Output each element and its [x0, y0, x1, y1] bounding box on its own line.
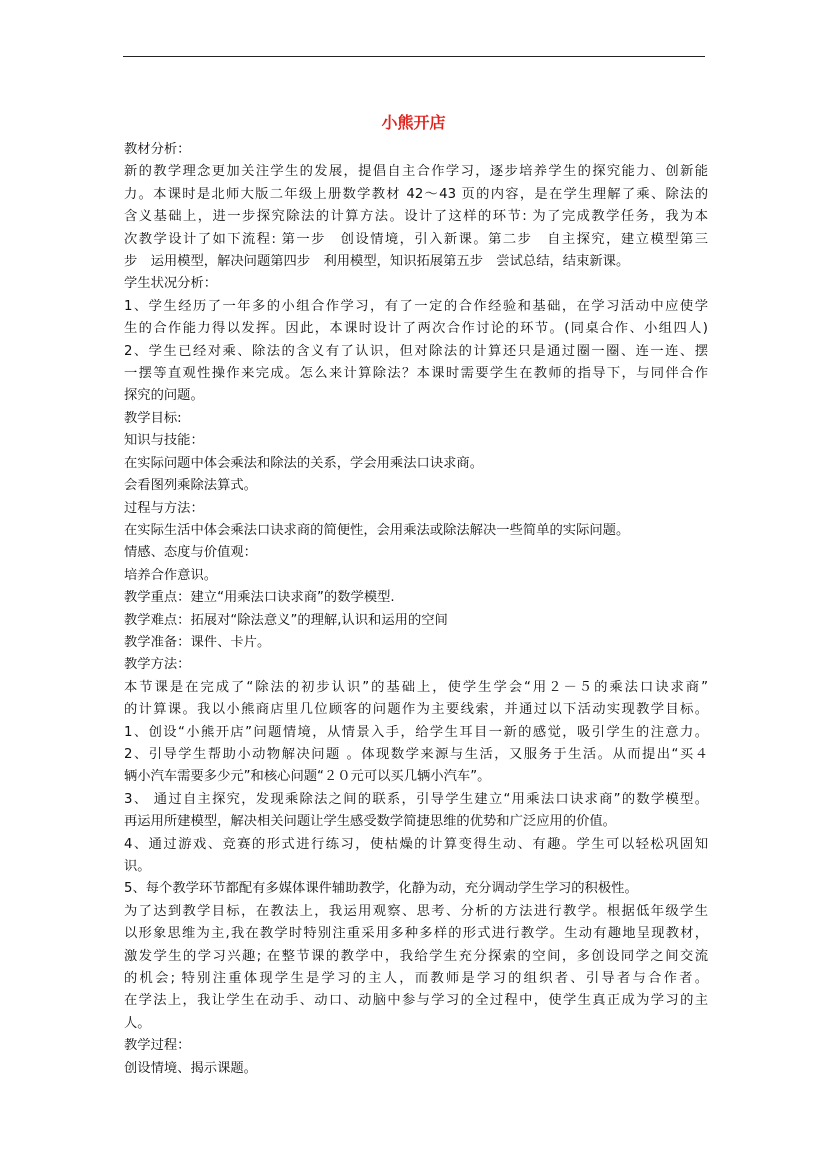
document-title: 小熊开店 — [381, 113, 446, 132]
text-line: 在实际生活中体会乘法口诀求商的简便性，会用乘法或除法解决一些简单的实际问题。 — [124, 522, 630, 538]
text-line: 本节课是在完成了“除法的初步认识”的基础上，使学生学会“用２－５的乘法口诀求商” — [124, 679, 708, 695]
text-line: 教学难点：拓展对“除法意义”的理解,认识和运用的空间 — [124, 612, 448, 628]
text-line: 创设情境、揭示课题。 — [124, 1060, 257, 1076]
text-line: 的机会; 特别注重体现学生是学习的主人，而教师是学习的组织者、引导者与合作者。 — [124, 971, 708, 987]
text-line: 教学方法： — [124, 657, 191, 673]
text-line: 辆小汽车需要多少元”和核心问题“２０元可以买几辆小汽车”。 — [124, 769, 491, 785]
text-line: 激发学生的学习兴趣; 在整节课的教学中，我给学生充分探索的空间，多创设同学之间交流 — [124, 948, 708, 964]
text-line: 探究的问题。 — [124, 388, 204, 404]
document-body — [124, 139, 708, 1080]
text-line: 会看图列乘除法算式。 — [124, 478, 257, 494]
text-line: 4、通过游戏、竞赛的形式进行练习，使枯燥的计算变得生动、有趣。学生可以轻松巩固知 — [124, 836, 708, 852]
text-line: 含义基础上，进一步探究除法的计算方法。设计了这样的环节: 为了完成教学任务，我为本 — [124, 209, 708, 225]
text-line: 在实际问题中体会乘法和除法的关系，学会用乘法口诀求商。 — [124, 455, 484, 471]
text-line: 5、每个教学环节都配有多媒体课件辅助教学，化静为动，充分调动学生学习的积极性。 — [124, 881, 638, 897]
text-line: 生的合作能力得以发挥。因此，本课时设计了两次合作讨论的环节。(同桌合作、小组四人) — [124, 321, 708, 337]
text-line: 知识与技能： — [124, 433, 204, 449]
text-line: 1、学生经历了一年多的小组合作学习，有了一定的合作经验和基础，在学习活动中应使学 — [124, 298, 708, 314]
text-line: 以形象思维为主,我在教学时特别注重采用多种多样的形式进行教学。生动有趣地呈现教材， — [124, 926, 708, 942]
text-line: 情感、态度与价值观： — [124, 545, 257, 561]
text-line: 培养合作意识。 — [124, 567, 218, 583]
text-line: 次教学设计了如下流程: 第一步 创设情境，引入新课。第二步 自主探究，建立模型第三 — [124, 231, 708, 247]
text-line: 教学准备：课件、卡片。 — [124, 634, 271, 650]
text-line: 人。 — [124, 1015, 151, 1031]
text-line: 再运用所建模型，解决相关问题让学生感受数学简捷思维的优势和广泛应用的价值。 — [124, 814, 616, 830]
header-rule — [123, 56, 705, 57]
text-line: 在学法上，我让学生在动手、动口、动脑中参与学习的全过程中，使学生真正成为学习的主 — [124, 993, 708, 1009]
text-line: 1、创设“小熊开店”问题情境，从情景入手，给学生耳目一新的感觉，吸引学生的注意力。 — [124, 724, 708, 740]
text-line: 步 运用模型，解决问题第四步 利用模型，知识拓展第五步 尝试总结，结束新课。 — [124, 254, 630, 270]
text-line: 为了达到教学目标，在教法上，我运用观察、思考、分析的方法进行教学。根据低年级学生 — [124, 903, 708, 919]
text-line: 过程与方法： — [124, 500, 204, 516]
text-line: 教学重点：建立“用乘法口诀求商”的数学模型. — [124, 590, 395, 606]
text-line: 的计算课。我以小熊商店里几位顾客的问题作为主要线索，并通过以下活动实现教学目标。 — [124, 702, 708, 718]
text-line: 3、 通过自主探究，发现乘除法之间的联系，引导学生建立“用乘法口诀求商”的数学模型。 — [124, 791, 708, 807]
text-line: 新的教学理念更加关注学生的发展，提倡自主合作学习，逐步培养学生的探究能力、创新能 — [124, 164, 708, 180]
text-line: 教学过程： — [124, 1038, 191, 1054]
text-line: 学生状况分析： — [124, 276, 218, 292]
text-line: 2、引导学生帮助小动物解决问题 。体现数学来源与生活，又服务于生活。从而提出“买４ — [124, 746, 708, 762]
text-line: 力。本课时是北师大版二年级上册数学教材 42～43 页的内容，是在学生理解了乘、除法的 — [124, 186, 708, 202]
text-line: 2、学生已经对乘、除法的含义有了认识，但对除法的计算还只是通过圈一圈、连一连、摆 — [124, 343, 708, 359]
text-line: 教材分析： — [124, 142, 191, 157]
text-line: 教学目标: — [124, 410, 182, 426]
text-line: 识。 — [124, 859, 151, 874]
text-line: 一摆等直观性操作来完成。怎么来计算除法？本课时需要学生在教师的指导下，与同伴合作 — [124, 366, 708, 382]
